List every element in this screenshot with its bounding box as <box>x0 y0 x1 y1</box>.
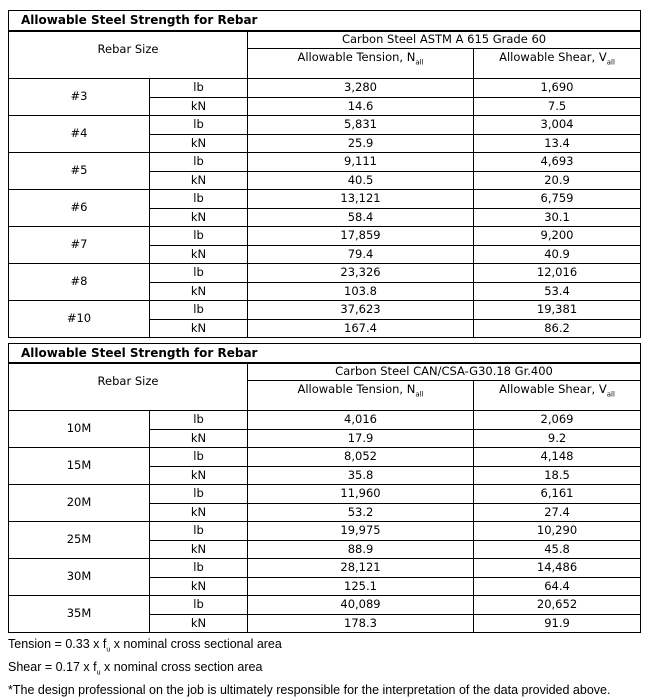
material-header: Carbon Steel ASTM A 615 Grade 60 <box>248 31 641 49</box>
shear-value: 7.5 <box>474 97 641 116</box>
rebar-size-cell: #10 <box>9 301 150 338</box>
rebar-size-cell: 25M <box>9 522 150 559</box>
table-body <box>9 79 641 338</box>
unit-cell: kN <box>150 429 248 448</box>
tension-note: Tension = 0.33 x $f_u$ x nominal cross sectional area <box>8 637 282 654</box>
shear-value: 6,759 <box>474 190 641 209</box>
tension-value: 8,052 <box>248 448 474 467</box>
rebar-size-cell: #5 <box>9 153 150 190</box>
shear-value: 53.4 <box>474 282 641 301</box>
steel-strength-table-astm <box>8 10 641 338</box>
tension-value: 14.6 <box>248 97 474 116</box>
unit-cell: lb <box>150 522 248 541</box>
unit-cell: kN <box>150 614 248 633</box>
unit-cell: lb <box>150 227 248 246</box>
table-row <box>9 227 641 246</box>
rebar-size-cell: 30M <box>9 559 150 596</box>
unit-cell: lb <box>150 301 248 320</box>
unit-cell: kN <box>150 282 248 301</box>
shear-value: 3,004 <box>474 116 641 135</box>
shear-value: 40.9 <box>474 245 641 264</box>
tension-value: 125.1 <box>248 577 474 596</box>
rebar-size-header: Rebar Size <box>9 31 248 79</box>
shear-value: 9,200 <box>474 227 641 246</box>
table-row <box>9 448 641 467</box>
tension-value: 17,859 <box>248 227 474 246</box>
unit-cell: kN <box>150 171 248 190</box>
tension-value: 37,623 <box>248 301 474 320</box>
shear-value: 13.4 <box>474 134 641 153</box>
unit-cell: kN <box>150 540 248 559</box>
table-row <box>9 559 641 578</box>
unit-cell: kN <box>150 319 248 338</box>
rebar-size-cell: 10M <box>9 411 150 448</box>
unit-cell: lb <box>150 411 248 430</box>
shear-header: Allowable Shear, $V_{all}$ <box>474 49 641 79</box>
rebar-size-cell: #6 <box>9 190 150 227</box>
rebar-size-cell: #3 <box>9 79 150 116</box>
steel-strength-table-csa <box>8 343 641 633</box>
unit-cell: kN <box>150 97 248 116</box>
shear-value: 91.9 <box>474 614 641 633</box>
tension-value: 28,121 <box>248 559 474 578</box>
tension-value: 79.4 <box>248 245 474 264</box>
rebar-size-cell: #8 <box>9 264 150 301</box>
tension-value: 3,280 <box>248 79 474 98</box>
unit-cell: lb <box>150 485 248 504</box>
shear-value: 2,069 <box>474 411 641 430</box>
unit-cell: lb <box>150 153 248 172</box>
tension-value: 23,326 <box>248 264 474 283</box>
unit-cell: kN <box>150 245 248 264</box>
tension-value: 9,111 <box>248 153 474 172</box>
shear-value: 18.5 <box>474 466 641 485</box>
table-row <box>9 190 641 209</box>
shear-value: 10,290 <box>474 522 641 541</box>
tension-header: Allowable Tension, $N_{all}$ <box>248 49 474 79</box>
table-row <box>9 596 641 615</box>
rebar-size-cell: 15M <box>9 448 150 485</box>
table-title: Allowable Steel Strength for Rebar <box>9 11 641 31</box>
shear-value: 20.9 <box>474 171 641 190</box>
table-row <box>9 485 641 504</box>
tension-value: 40,089 <box>248 596 474 615</box>
unit-cell: kN <box>150 466 248 485</box>
tension-value: 88.9 <box>248 540 474 559</box>
unit-cell: lb <box>150 79 248 98</box>
tension-value: 103.8 <box>248 282 474 301</box>
material-header: Carbon Steel CAN/CSA-G30.18 Gr.400 <box>248 363 641 381</box>
shear-value: 27.4 <box>474 503 641 522</box>
shear-value: 20,652 <box>474 596 641 615</box>
unit-cell: lb <box>150 596 248 615</box>
tension-header: Allowable Tension, $N_{all}$ <box>248 381 474 411</box>
shear-value: 14,486 <box>474 559 641 578</box>
tension-value: 5,831 <box>248 116 474 135</box>
shear-value: 64.4 <box>474 577 641 596</box>
tension-value: 167.4 <box>248 319 474 338</box>
tension-value: 58.4 <box>248 208 474 227</box>
unit-cell: lb <box>150 448 248 467</box>
table-row <box>9 522 641 541</box>
disclaimer-note: *The design professional on the job is ultimately responsible for the interpretation of the data provided above. <box>8 683 611 697</box>
rebar-size-cell: 20M <box>9 485 150 522</box>
tension-value: 4,016 <box>248 411 474 430</box>
tension-value: 13,121 <box>248 190 474 209</box>
unit-cell: lb <box>150 116 248 135</box>
unit-cell: lb <box>150 264 248 283</box>
shear-value: 45.8 <box>474 540 641 559</box>
shear-value: 1,690 <box>474 79 641 98</box>
table-row <box>9 264 641 283</box>
unit-cell: lb <box>150 559 248 578</box>
shear-value: 4,148 <box>474 448 641 467</box>
shear-value: 19,381 <box>474 301 641 320</box>
shear-value: 6,161 <box>474 485 641 504</box>
unit-cell: kN <box>150 577 248 596</box>
footnotes <box>8 636 648 699</box>
shear-value: 4,693 <box>474 153 641 172</box>
shear-value: 9.2 <box>474 429 641 448</box>
tension-value: 35.8 <box>248 466 474 485</box>
shear-note: Shear = 0.17 x $f_u$ x nominal cross section area <box>8 660 263 677</box>
table-row <box>9 411 641 430</box>
table-row <box>9 301 641 320</box>
shear-value: 12,016 <box>474 264 641 283</box>
table-body <box>9 411 641 633</box>
tension-value: 11,960 <box>248 485 474 504</box>
unit-cell: kN <box>150 134 248 153</box>
rebar-size-cell: 35M <box>9 596 150 633</box>
unit-cell: lb <box>150 190 248 209</box>
shear-value: 86.2 <box>474 319 641 338</box>
unit-cell: kN <box>150 208 248 227</box>
tension-value: 25.9 <box>248 134 474 153</box>
tension-value: 19,975 <box>248 522 474 541</box>
table-title: Allowable Steel Strength for Rebar <box>9 344 641 363</box>
unit-cell: kN <box>150 503 248 522</box>
table-row <box>9 116 641 135</box>
table-row <box>9 153 641 172</box>
tension-value: 53.2 <box>248 503 474 522</box>
rebar-size-header: Rebar Size <box>9 363 248 411</box>
shear-value: 30.1 <box>474 208 641 227</box>
shear-header: Allowable Shear, $V_{all}$ <box>474 381 641 411</box>
rebar-size-cell: #4 <box>9 116 150 153</box>
tension-value: 178.3 <box>248 614 474 633</box>
rebar-size-cell: #7 <box>9 227 150 264</box>
table-row <box>9 79 641 98</box>
tension-value: 17.9 <box>248 429 474 448</box>
tension-value: 40.5 <box>248 171 474 190</box>
